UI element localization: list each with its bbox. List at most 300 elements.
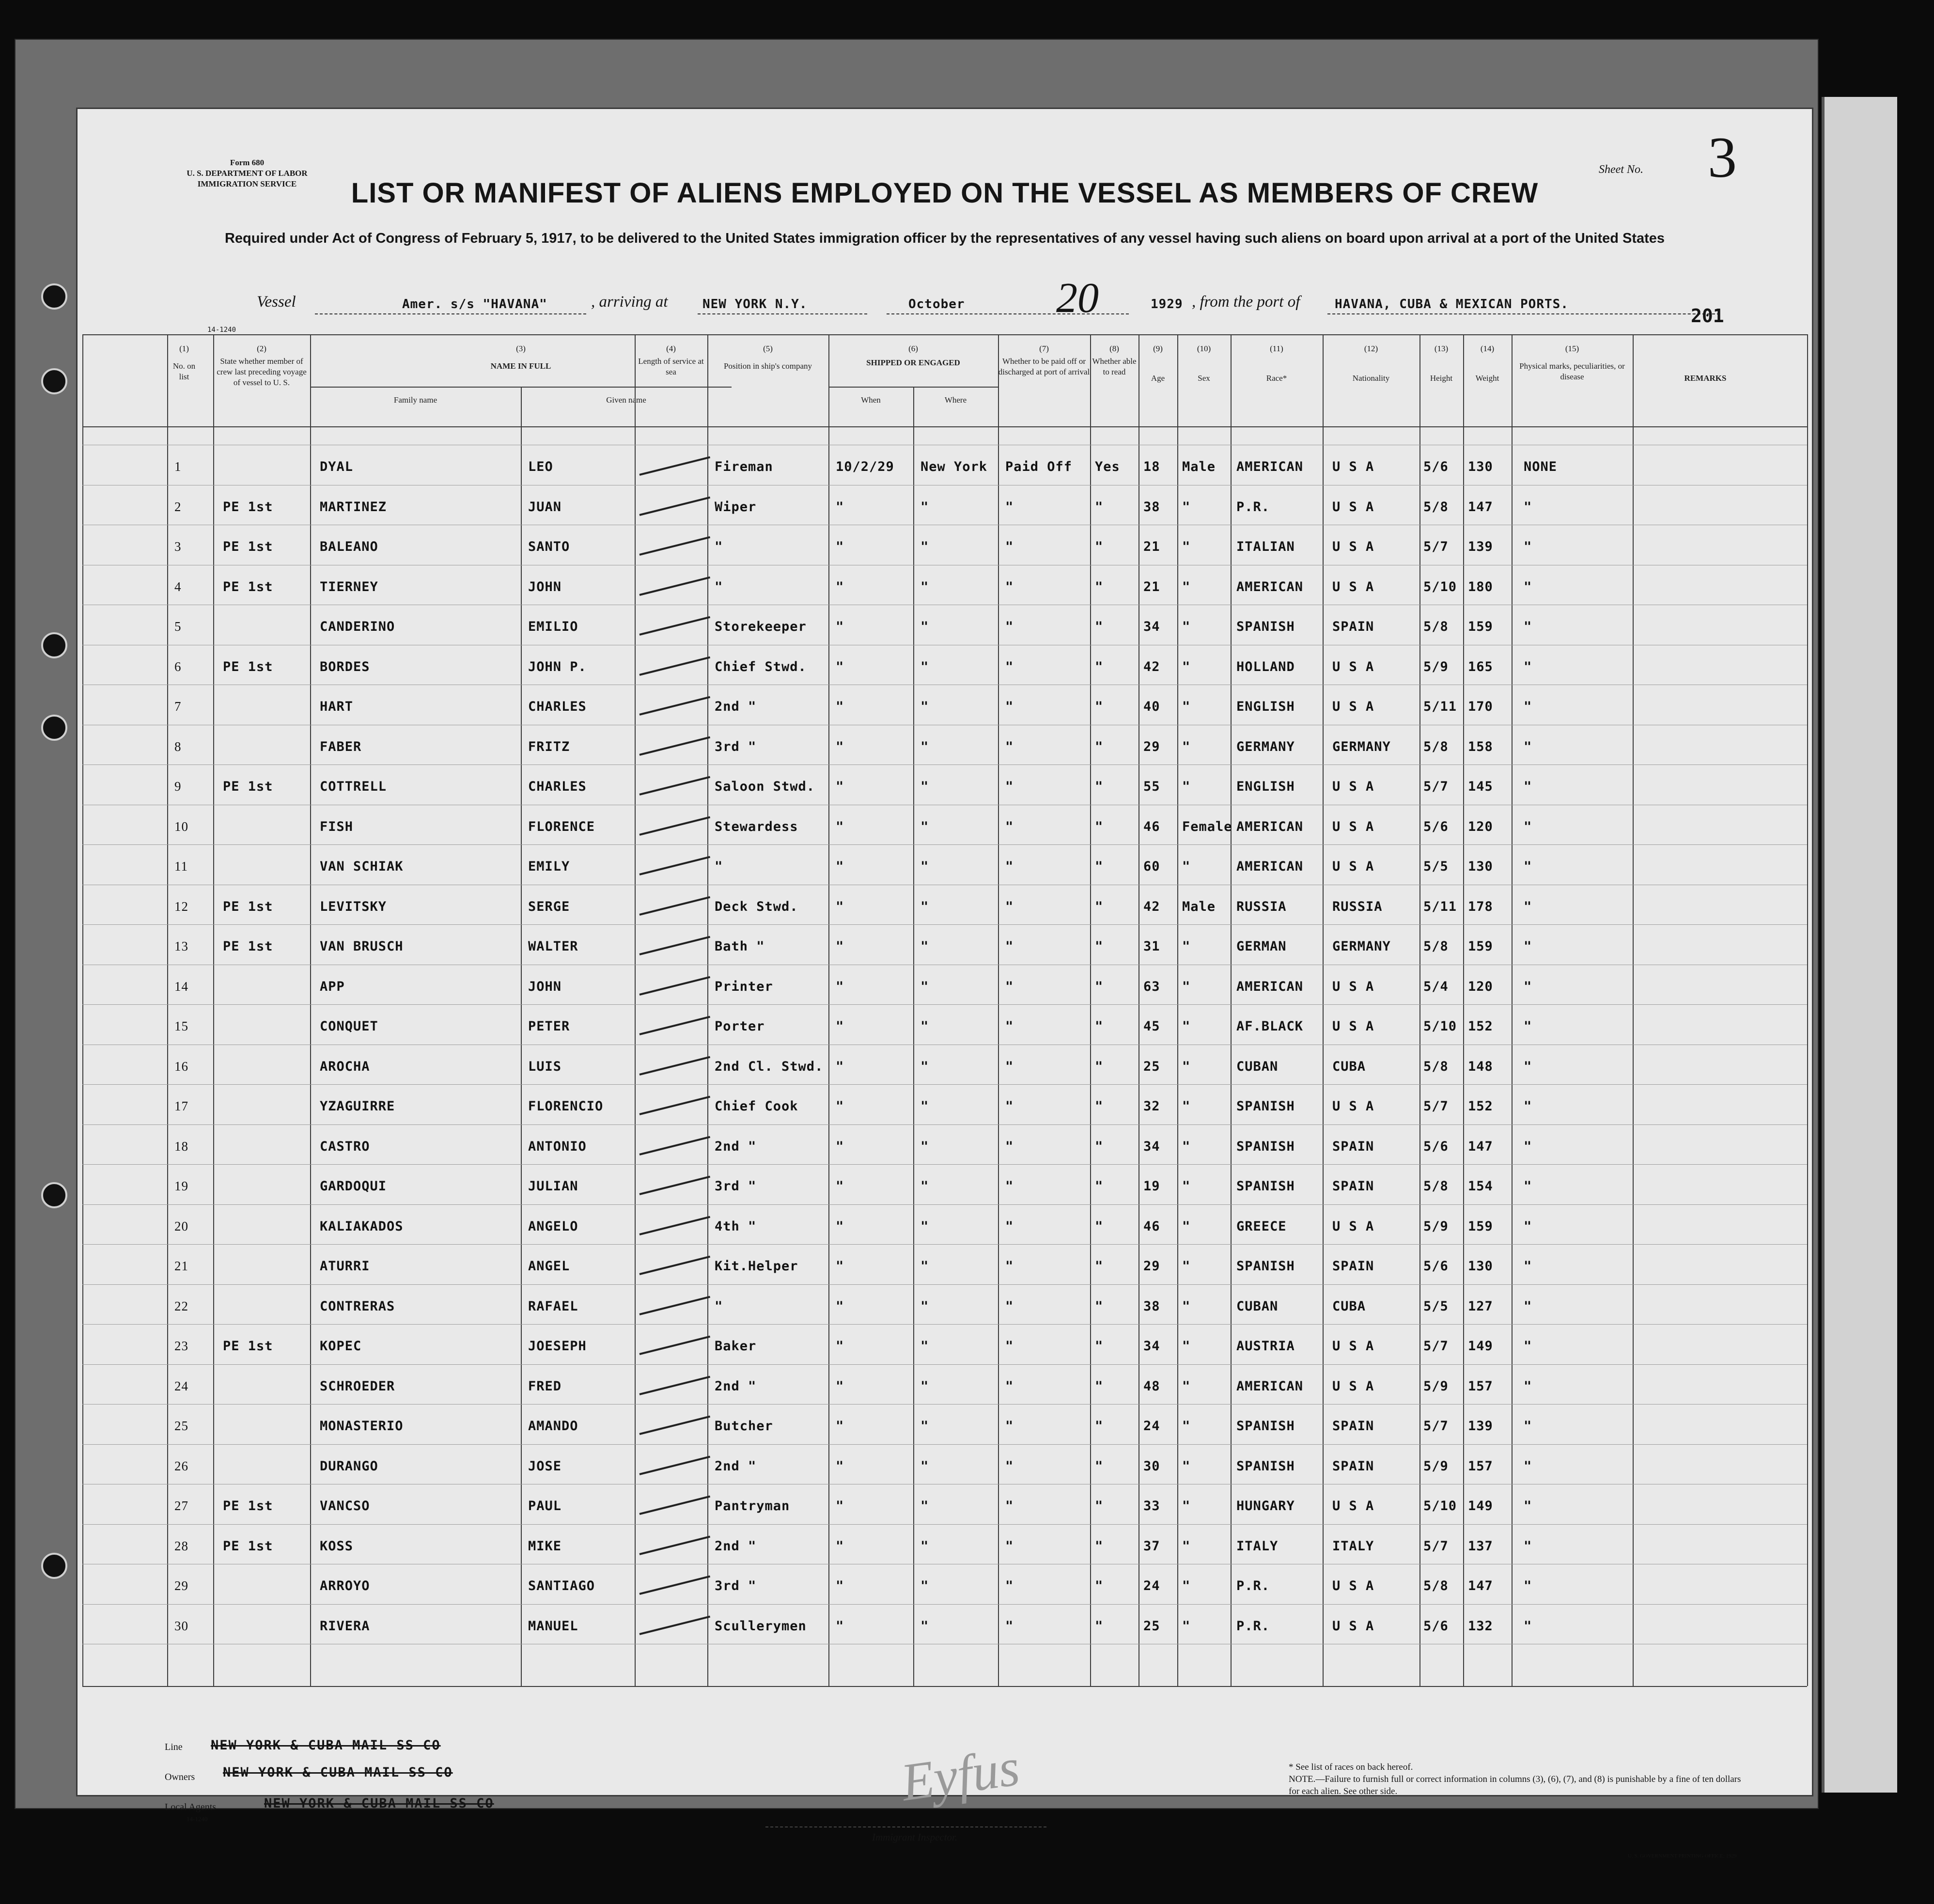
position: Wiper xyxy=(715,499,757,515)
column-divider xyxy=(1463,334,1464,1686)
col-num: (14) xyxy=(1480,344,1495,353)
nationality: GERMANY xyxy=(1332,939,1391,954)
col-num: (4) xyxy=(666,344,676,353)
given-name: CHARLES xyxy=(528,779,587,794)
page-title: LIST OR MANIFEST OF ALIENS EMPLOYED ON THE VESSEL AS MEMBERS OF CREW xyxy=(351,177,1539,209)
physical-marks: " xyxy=(1524,1619,1532,1634)
race: AMERICAN xyxy=(1236,819,1304,834)
paid-off: Paid Off xyxy=(1005,459,1073,474)
race: AMERICAN xyxy=(1236,579,1304,594)
header-height: Height xyxy=(1430,374,1453,383)
age: 34 xyxy=(1143,1339,1160,1354)
pencil-check-mark xyxy=(639,1256,711,1275)
physical-marks: " xyxy=(1524,499,1532,515)
age: 46 xyxy=(1143,819,1160,834)
column-divider xyxy=(1323,334,1324,1686)
family-name: KOSS xyxy=(320,1539,354,1554)
pencil-check-mark xyxy=(639,1056,711,1076)
physical-marks: " xyxy=(1524,1299,1532,1314)
able-to-read: " xyxy=(1095,859,1104,874)
sex: " xyxy=(1182,779,1191,794)
shipped-where: " xyxy=(920,499,929,515)
shipped-where: " xyxy=(920,819,929,834)
age: 34 xyxy=(1143,619,1160,634)
pencil-check-mark xyxy=(639,1096,711,1115)
given-name: FRITZ xyxy=(528,739,570,754)
sex: " xyxy=(1182,1539,1191,1554)
able-to-read: " xyxy=(1095,1578,1104,1593)
sex: " xyxy=(1182,939,1191,954)
weight: 149 xyxy=(1468,1498,1493,1514)
vessel-label: Vessel xyxy=(257,293,296,311)
able-to-read: Yes xyxy=(1095,459,1120,474)
nationality: SPAIN xyxy=(1332,1259,1374,1274)
pencil-check-mark xyxy=(639,696,711,716)
agents-code: 14-1240 xyxy=(187,1815,208,1823)
height: 5/8 xyxy=(1423,739,1449,754)
given-name: JOHN xyxy=(528,979,562,994)
shipped-when: " xyxy=(836,499,844,515)
family-name: ATURRI xyxy=(320,1259,370,1274)
age: 25 xyxy=(1143,1059,1160,1074)
pencil-check-mark xyxy=(639,856,711,875)
weight: 159 xyxy=(1468,1219,1493,1234)
pencil-check-mark xyxy=(639,536,711,556)
row-rule xyxy=(82,1124,1807,1125)
sex: " xyxy=(1182,1019,1191,1034)
previous-voyage: PE 1st xyxy=(223,1539,273,1554)
row-rule xyxy=(82,1284,1807,1285)
paid-off: " xyxy=(1005,779,1014,794)
shipped-where: " xyxy=(920,1339,929,1354)
underline xyxy=(698,313,867,314)
shipped-when: " xyxy=(836,1139,844,1154)
given-name: LEO xyxy=(528,459,553,474)
row-number: 20 xyxy=(174,1219,188,1233)
column-divider xyxy=(82,334,83,1686)
sheet-number: 3 xyxy=(1708,125,1737,189)
height: 5/8 xyxy=(1423,1179,1449,1194)
weight: 139 xyxy=(1468,539,1493,554)
race: P.R. xyxy=(1236,499,1270,515)
age: 37 xyxy=(1143,1539,1160,1554)
position: 3rd " xyxy=(715,1578,757,1593)
sex: " xyxy=(1182,1059,1191,1074)
shipped-when: " xyxy=(836,1099,844,1114)
age: 40 xyxy=(1143,699,1160,714)
age: 21 xyxy=(1143,539,1160,554)
shipped-when: " xyxy=(836,579,844,594)
age: 30 xyxy=(1143,1459,1160,1474)
race: SPANISH xyxy=(1236,1179,1295,1194)
page-subtitle: Required under Act of Congress of February 5, 1917, to be delivered to the United States immigration officer by the representatives of any vessel having such aliens on board upon arrival at a port of the United States xyxy=(224,231,1665,246)
shipped-where: " xyxy=(920,899,929,914)
row-number: 28 xyxy=(174,1539,188,1553)
physical-marks: " xyxy=(1524,899,1532,914)
row-rule xyxy=(82,1004,1807,1005)
family-name: BALEANO xyxy=(320,539,378,554)
position: 2nd " xyxy=(715,1459,757,1474)
physical-marks: " xyxy=(1524,1179,1532,1194)
physical-marks: " xyxy=(1524,1419,1532,1434)
sex: " xyxy=(1182,619,1191,634)
position: Stewardess xyxy=(715,819,798,834)
weight: 130 xyxy=(1468,859,1493,874)
shipped-where: " xyxy=(920,1498,929,1514)
line-value: NEW YORK & CUBA MAIL SS CO xyxy=(211,1738,441,1753)
shipped-when: " xyxy=(836,1339,844,1354)
header-age: Age xyxy=(1151,374,1165,383)
form-code: 14-1240 xyxy=(207,326,236,334)
column-divider xyxy=(167,334,168,1686)
fine-note: NOTE.—Failure to furnish full or correct information in columns (3), (6), (7), and (8) is punishable by a fine of ten dollars for each alien. See other side. xyxy=(1289,1774,1741,1796)
shipped-where: " xyxy=(920,1259,929,1274)
header-bottom-border xyxy=(82,426,1807,427)
nationality: U S A xyxy=(1332,779,1374,794)
height: 5/9 xyxy=(1423,659,1449,674)
header-physical-marks: Physical marks, peculiarities, or disease xyxy=(1519,361,1625,381)
pencil-check-mark xyxy=(639,497,711,516)
shipped-where: New York xyxy=(920,459,988,474)
shipped-when: " xyxy=(836,1259,844,1274)
given-name: PAUL xyxy=(528,1498,562,1514)
position: 2nd " xyxy=(715,1379,757,1394)
row-rule xyxy=(82,1524,1807,1525)
position: Bath " xyxy=(715,939,765,954)
able-to-read: " xyxy=(1095,1459,1104,1474)
manifest-page xyxy=(78,109,1812,1859)
weight: 180 xyxy=(1468,579,1493,594)
age: 55 xyxy=(1143,779,1160,794)
race: AMERICAN xyxy=(1236,859,1304,874)
previous-voyage: PE 1st xyxy=(223,499,273,515)
position: Chief Stwd. xyxy=(715,659,807,674)
given-name: SANTIAGO xyxy=(528,1578,595,1593)
sex: " xyxy=(1182,859,1191,874)
paid-off: " xyxy=(1005,1539,1014,1554)
col-num: (15) xyxy=(1565,344,1579,353)
race: RUSSIA xyxy=(1236,899,1287,914)
row-number: 9 xyxy=(174,779,182,794)
paid-off: " xyxy=(1005,699,1014,714)
pencil-check-mark xyxy=(639,1336,711,1355)
family-name: DYAL xyxy=(320,459,354,474)
height: 5/11 xyxy=(1423,899,1457,914)
pencil-check-mark xyxy=(639,1536,711,1555)
family-name: CASTRO xyxy=(320,1139,370,1154)
department: U. S. DEPARTMENT OF LABOR xyxy=(187,169,308,178)
weight: 130 xyxy=(1468,459,1493,474)
paid-off: " xyxy=(1005,659,1014,674)
column-divider xyxy=(913,388,914,1686)
sex: " xyxy=(1182,1339,1191,1354)
position: 2nd " xyxy=(715,1539,757,1554)
family-name: CANDERINO xyxy=(320,619,395,634)
family-name: CONQUET xyxy=(320,1019,378,1034)
able-to-read: " xyxy=(1095,579,1104,594)
shipped-when: " xyxy=(836,739,844,754)
row-number: 2 xyxy=(174,499,182,514)
pencil-check-mark xyxy=(639,1216,711,1235)
paid-off: " xyxy=(1005,1259,1014,1274)
pencil-check-mark xyxy=(639,1016,711,1035)
nationality: U S A xyxy=(1332,659,1374,674)
paid-off: " xyxy=(1005,859,1014,874)
position: 4th " xyxy=(715,1219,757,1234)
height: 5/8 xyxy=(1423,939,1449,954)
row-number: 3 xyxy=(174,539,182,554)
sex: " xyxy=(1182,1299,1191,1314)
height: 5/9 xyxy=(1423,1459,1449,1474)
position: 3rd " xyxy=(715,1179,757,1194)
paid-off: " xyxy=(1005,1578,1014,1593)
height: 5/5 xyxy=(1423,859,1449,874)
row-number: 29 xyxy=(174,1578,188,1593)
sheet-number-label: Sheet No. xyxy=(1599,163,1643,176)
previous-voyage: PE 1st xyxy=(223,779,273,794)
row-rule xyxy=(82,1204,1807,1205)
race: SPANISH xyxy=(1236,619,1295,634)
shipped-where: " xyxy=(920,1619,929,1634)
owners-value: NEW YORK & CUBA MAIL SS CO xyxy=(223,1765,453,1780)
from-port-label: , from the port of xyxy=(1192,293,1300,311)
physical-marks: " xyxy=(1524,979,1532,994)
position: Kit.Helper xyxy=(715,1259,798,1274)
shipped-when: " xyxy=(836,819,844,834)
header-race: Race* xyxy=(1266,374,1287,383)
weight: 152 xyxy=(1468,1019,1493,1034)
race: GERMAN xyxy=(1236,939,1287,954)
weight: 149 xyxy=(1468,1339,1493,1354)
able-to-read: " xyxy=(1095,739,1104,754)
age: 32 xyxy=(1143,1099,1160,1114)
sex: " xyxy=(1182,1219,1191,1234)
height: 5/6 xyxy=(1423,819,1449,834)
given-name: FLORENCE xyxy=(528,819,595,834)
pencil-check-mark xyxy=(639,616,711,636)
column-divider xyxy=(213,334,214,1686)
physical-marks: " xyxy=(1524,1539,1532,1554)
shipped-where: " xyxy=(920,779,929,794)
paid-off: " xyxy=(1005,1059,1014,1074)
race: SPANISH xyxy=(1236,1459,1295,1474)
age: 33 xyxy=(1143,1498,1160,1514)
shipped-when: " xyxy=(836,899,844,914)
age: 25 xyxy=(1143,1619,1160,1634)
shipped-where: " xyxy=(920,1099,929,1114)
paid-off: " xyxy=(1005,1619,1014,1634)
shipped-where: " xyxy=(920,939,929,954)
race: CUBAN xyxy=(1236,1299,1279,1314)
height: 5/7 xyxy=(1423,539,1449,554)
col-num: (3) xyxy=(516,344,526,353)
header-given-name: Given name xyxy=(606,395,646,405)
row-rule xyxy=(82,1244,1807,1245)
col-num: (1) xyxy=(179,344,189,353)
pencil-check-mark xyxy=(639,976,711,996)
col-num: (13) xyxy=(1434,344,1449,353)
age: 19 xyxy=(1143,1179,1160,1194)
col-num: (5) xyxy=(763,344,773,353)
physical-marks: " xyxy=(1524,939,1532,954)
given-name: ANGELO xyxy=(528,1219,578,1234)
nationality: CUBA xyxy=(1332,1299,1366,1314)
given-name: LUIS xyxy=(528,1059,562,1074)
pencil-check-mark xyxy=(639,456,711,476)
race: AUSTRIA xyxy=(1236,1339,1295,1354)
pencil-check-mark xyxy=(639,776,711,796)
weight: 152 xyxy=(1468,1099,1493,1114)
race: ENGLISH xyxy=(1236,779,1295,794)
paid-off: " xyxy=(1005,1498,1014,1514)
sex: " xyxy=(1182,739,1191,754)
nationality: U S A xyxy=(1332,579,1374,594)
family-name: BORDES xyxy=(320,659,370,674)
race: ITALY xyxy=(1236,1539,1279,1554)
height: 5/11 xyxy=(1423,699,1457,714)
nationality: U S A xyxy=(1332,1339,1374,1354)
family-name: GARDOQUI xyxy=(320,1179,387,1194)
family-name: HART xyxy=(320,699,354,714)
pencil-check-mark xyxy=(639,936,711,955)
age: 63 xyxy=(1143,979,1160,994)
physical-marks: " xyxy=(1524,779,1532,794)
shipped-where: " xyxy=(920,1379,929,1394)
able-to-read: " xyxy=(1095,1019,1104,1034)
position: " xyxy=(715,859,723,874)
shipped-where: " xyxy=(920,1179,929,1194)
sex: " xyxy=(1182,1578,1191,1593)
pencil-check-mark xyxy=(639,1616,711,1635)
weight: 154 xyxy=(1468,1179,1493,1194)
race: GERMANY xyxy=(1236,739,1295,754)
age: 45 xyxy=(1143,1019,1160,1034)
vessel-name: Amer. s/s "HAVANA" xyxy=(402,297,547,312)
header-position: Position in ship's company xyxy=(723,361,812,371)
nationality: SPAIN xyxy=(1332,1179,1374,1194)
arrival-year: 1929 xyxy=(1151,297,1183,312)
able-to-read: " xyxy=(1095,619,1104,634)
given-name: MIKE xyxy=(528,1539,562,1554)
row-rule xyxy=(82,1604,1807,1605)
header-nationality: Nationality xyxy=(1352,374,1390,383)
position: Chief Cook xyxy=(715,1099,798,1114)
pencil-check-mark xyxy=(639,577,711,596)
pencil-check-mark xyxy=(639,1576,711,1595)
physical-marks: " xyxy=(1524,1339,1532,1354)
weight: 120 xyxy=(1468,979,1493,994)
sex: " xyxy=(1182,699,1191,714)
column-divider xyxy=(310,334,311,1686)
background-sheet-edge xyxy=(1822,97,1897,1793)
physical-marks: " xyxy=(1524,1059,1532,1074)
pencil-check-mark xyxy=(639,1136,711,1155)
col-num: (7) xyxy=(1039,344,1049,353)
height: 5/6 xyxy=(1423,1259,1449,1274)
physical-marks: " xyxy=(1524,659,1532,674)
column-divider xyxy=(1231,334,1232,1686)
column-divider xyxy=(1419,334,1420,1686)
row-number: 11 xyxy=(174,859,188,874)
family-name: VANCSO xyxy=(320,1498,370,1514)
nationality: RUSSIA xyxy=(1332,899,1383,914)
physical-marks: " xyxy=(1524,619,1532,634)
underline xyxy=(887,313,1129,314)
weight: 165 xyxy=(1468,659,1493,674)
weight: 139 xyxy=(1468,1419,1493,1434)
weight: 158 xyxy=(1468,739,1493,754)
row-number: 6 xyxy=(174,659,182,674)
arriving-label: , arriving at xyxy=(591,293,668,311)
race: P.R. xyxy=(1236,1619,1270,1634)
height: 5/9 xyxy=(1423,1379,1449,1394)
paid-off: " xyxy=(1005,1019,1014,1034)
age: 46 xyxy=(1143,1219,1160,1234)
shipped-where: " xyxy=(920,699,929,714)
shipped-where: " xyxy=(920,1578,929,1593)
given-name: CHARLES xyxy=(528,699,587,714)
sex: Male xyxy=(1182,899,1216,914)
shipped-subheader-border xyxy=(828,387,998,388)
pencil-check-mark xyxy=(639,1416,711,1435)
nationality: U S A xyxy=(1332,539,1374,554)
position: Scullerymen xyxy=(715,1619,807,1634)
sex: " xyxy=(1182,1459,1191,1474)
weight: 130 xyxy=(1468,1259,1493,1274)
owners-label: Owners xyxy=(165,1772,195,1782)
shipped-when: " xyxy=(836,1059,844,1074)
age: 48 xyxy=(1143,1379,1160,1394)
able-to-read: " xyxy=(1095,1619,1104,1634)
paid-off: " xyxy=(1005,899,1014,914)
given-name: JOHN xyxy=(528,579,562,594)
shipped-when: " xyxy=(836,699,844,714)
table-bottom-border xyxy=(82,1686,1807,1687)
vessel-line xyxy=(257,275,1759,322)
col-num: (11) xyxy=(1270,344,1283,353)
row-rule xyxy=(82,1164,1807,1165)
previous-voyage: PE 1st xyxy=(223,939,273,954)
shipped-where: " xyxy=(920,539,929,554)
nationality: U S A xyxy=(1332,499,1374,515)
sex: " xyxy=(1182,1619,1191,1634)
row-number: 23 xyxy=(174,1339,188,1353)
able-to-read: " xyxy=(1095,499,1104,515)
nationality: U S A xyxy=(1332,979,1374,994)
height: 5/8 xyxy=(1423,1578,1449,1593)
sex: " xyxy=(1182,579,1191,594)
weight: 159 xyxy=(1468,939,1493,954)
row-number: 15 xyxy=(174,1019,188,1033)
punch-hole xyxy=(41,368,67,394)
given-name: SERGE xyxy=(528,899,570,914)
shipped-when: " xyxy=(836,779,844,794)
paid-off: " xyxy=(1005,1299,1014,1314)
position: Saloon Stwd. xyxy=(715,779,815,794)
service: IMMIGRATION SERVICE xyxy=(197,179,297,188)
col-num: (2) xyxy=(257,344,266,353)
race: P.R. xyxy=(1236,1578,1270,1593)
given-name: RAFAEL xyxy=(528,1299,578,1314)
weight: 157 xyxy=(1468,1459,1493,1474)
header-previous-voyage: State whether member of crew last preceding voyage of vessel to U. S. xyxy=(217,357,307,387)
row-number: 14 xyxy=(174,979,188,994)
paid-off: " xyxy=(1005,1379,1014,1394)
row-number: 10 xyxy=(174,819,188,834)
given-name: ANGEL xyxy=(528,1259,570,1274)
arrival-day: 20 xyxy=(1056,275,1099,322)
age: 24 xyxy=(1143,1578,1160,1593)
